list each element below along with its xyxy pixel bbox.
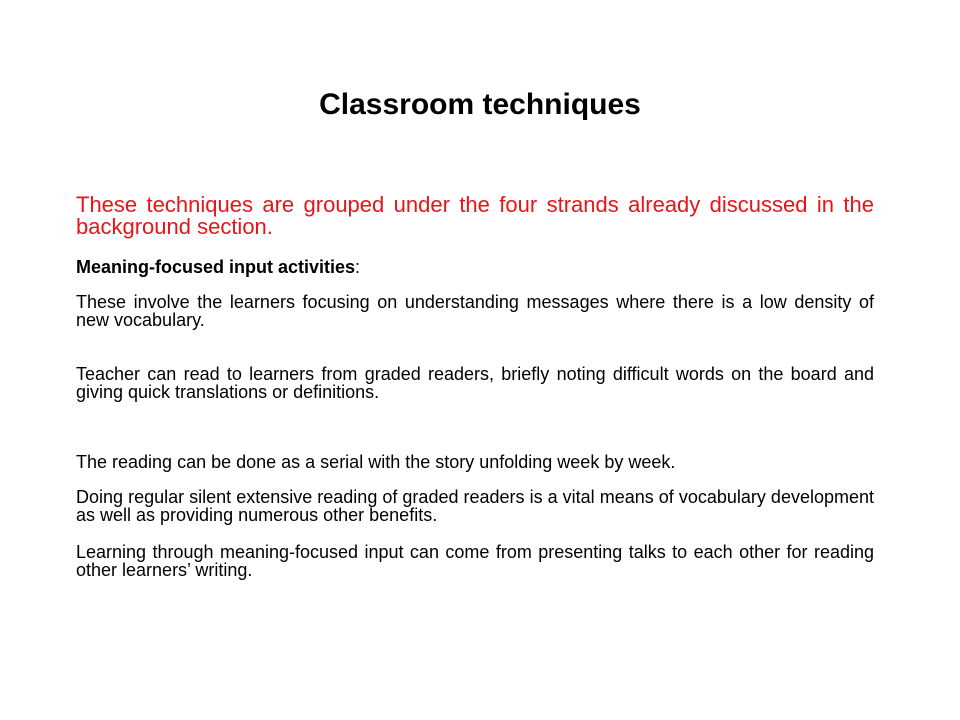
slide-title: Classroom techniques: [319, 88, 641, 121]
paragraph-1: These involve the learners focusing on understanding messages where there is a low density of new vocabulary.: [76, 292, 874, 330]
paragraph-2: Teacher can read to learners from graded readers, briefly noting difficult words on the board and giving quick translations or definitions.: [76, 364, 874, 402]
section-heading-label: Meaning-focused input activities: [76, 257, 356, 277]
section-heading-colon: :: [355, 257, 361, 277]
section-heading: [76, 258, 874, 276]
paragraph-4: Doing regular silent extensive reading of graded readers is a vital means of vocabulary development as well as providing numerous other benefits.: [76, 487, 874, 525]
paragraph-5: Learning through meaning-focused input can come from presenting talks to each other for reading other learners’ writing.: [76, 542, 874, 580]
paragraph-3: The reading can be done as a serial with the story unfolding week by week.: [76, 452, 676, 472]
intro-paragraph: These techniques are grouped under the four strands already discussed in the background section.: [76, 192, 874, 239]
